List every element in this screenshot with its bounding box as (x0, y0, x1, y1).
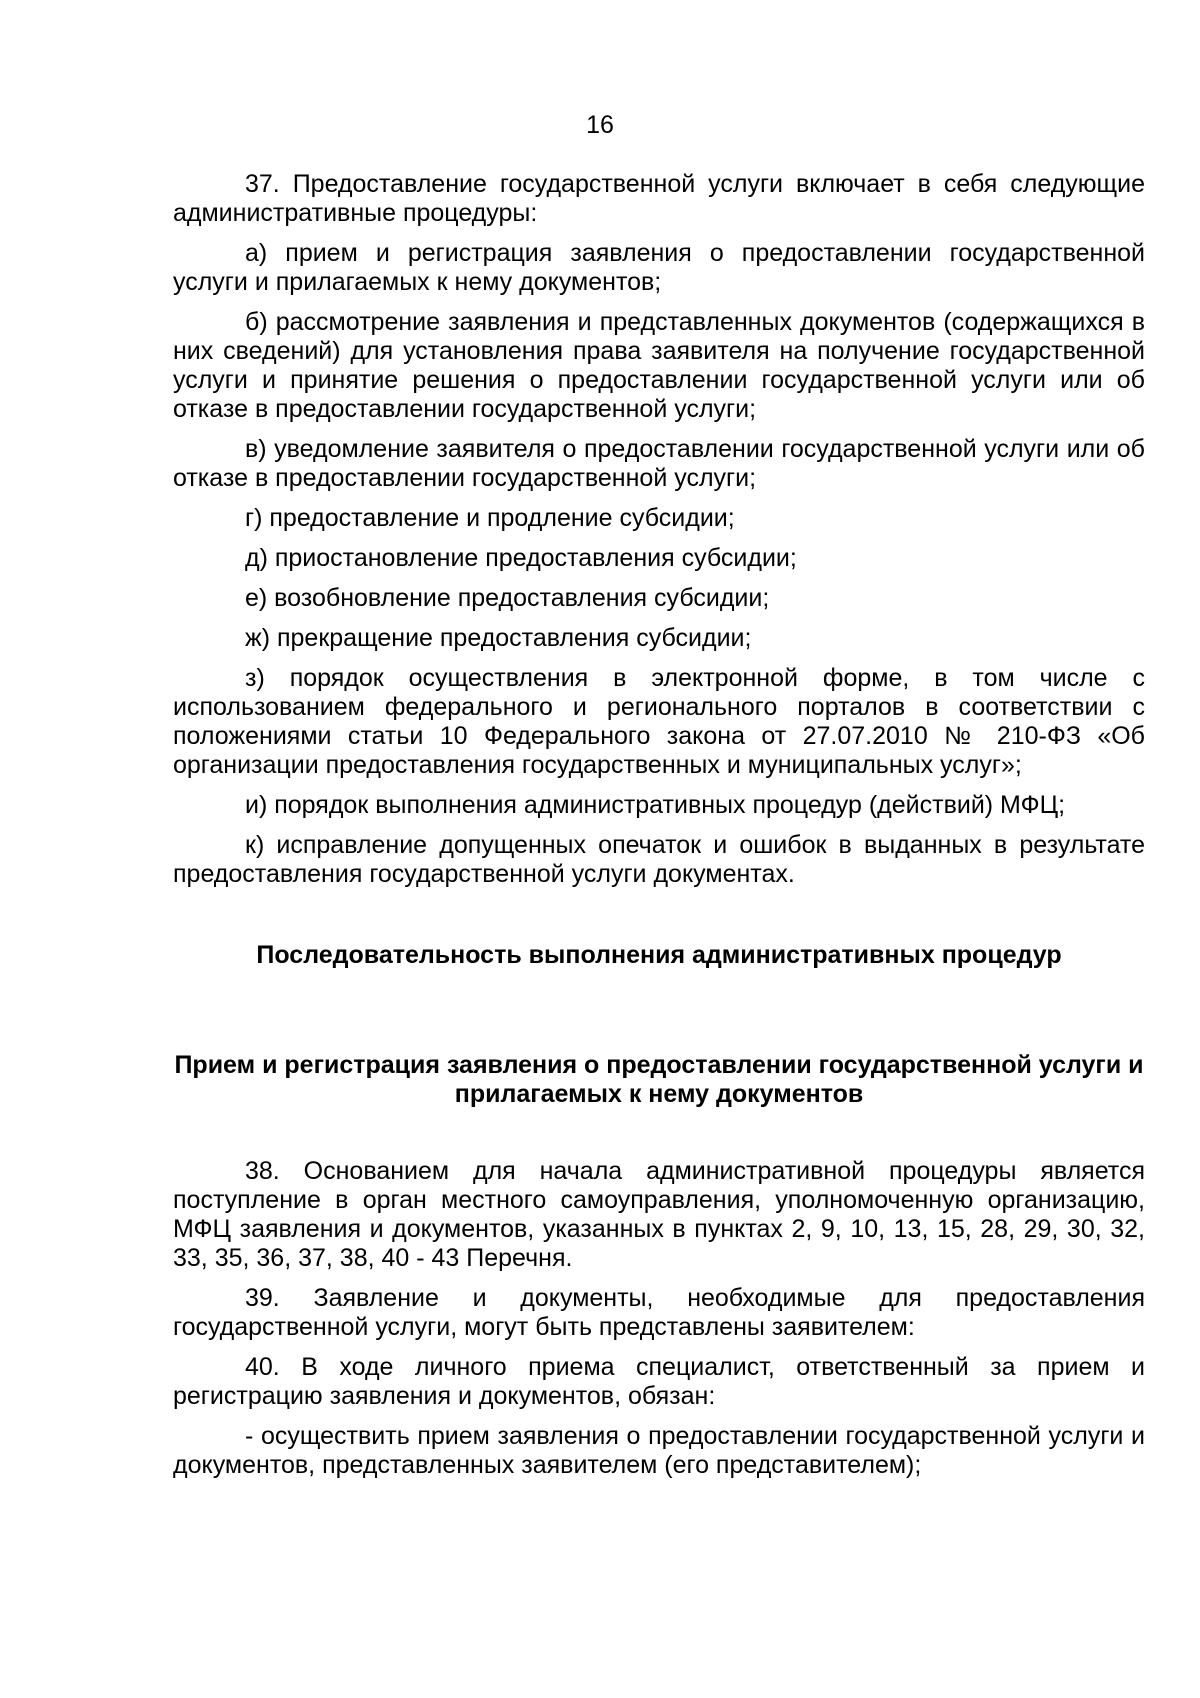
paragraph-item-i: и) порядок выполнения административных процедур (действий) МФЦ; (245, 791, 1066, 819)
section-heading: Последовательность выполнения административных процедур (256, 941, 1062, 969)
paragraph-item-k: к) исправление допущенных опечаток и ошибок в выданных в результате предоставления государственной услуги документах. (173, 831, 1145, 888)
paragraph-38: 38. Основанием для начала административной процедуры является поступление в орган местного самоуправления, уполномоченную организацию, МФЦ заявления и документов, указанных в пунктах 2, 9, 10, 13, 15, 28, 29, 30, 32, 33, 35, 36, 37, 38, 40 - 43 Перечня. (173, 1157, 1145, 1272)
paragraph-item-g: г) предоставление и продление субсидии; (245, 504, 735, 532)
document-body (173, 170, 1145, 1491)
paragraph-item-b: б) рассмотрение заявления и представленных документов (содержащихся в них сведений) для установления права заявителя на получение государственной услуги и принятие решения о предоставлении государственной услуги или об отказе в предоставлении государственной услуги; (173, 308, 1145, 423)
paragraph-item-e: е) возобновление предоставления субсидии; (245, 584, 770, 612)
paragraph-item-z: з) порядок осуществления в электронной форме, в том числе с использованием федерального и регионального порталов в соответствии с положениями статьи 10 Федерального закона от 27.07.2010 № 210-ФЗ «Об организации предоставления государственных и муниципальных услуг»; (173, 664, 1145, 779)
paragraph-40: 40. В ходе личного приема специалист, ответственный за прием и регистрацию заявления и документов, обязан: (173, 1353, 1145, 1410)
subsection-heading: Прием и регистрация заявления о предоставлении государственной услуги и прилагаемых к нему документов (174, 1051, 1144, 1108)
paragraph-item-d: д) приостановление предоставления субсидии; (245, 544, 797, 572)
paragraph-37: 37. Предоставление государственной услуги включает в себя следующие административные процедуры: (173, 170, 1145, 227)
paragraph-40-bullet: - осуществить прием заявления о предоставлении государственной услуги и документов, представленных заявителем (его представителем); (173, 1422, 1145, 1479)
paragraph-item-v: в) уведомление заявителя о предоставлении государственной услуги или об отказе в предоставлении государственной услуги; (173, 435, 1145, 492)
paragraph-item-zh: ж) прекращение предоставления субсидии; (245, 624, 752, 652)
page-number: 16 (586, 111, 614, 139)
paragraph-item-a: а) прием и регистрация заявления о предоставлении государственной услуги и прилагаемых к нему документов; (173, 239, 1145, 296)
paragraph-39: 39. Заявление и документы, необходимые для предоставления государственной услуги, могут быть представлены заявителем: (173, 1284, 1145, 1341)
